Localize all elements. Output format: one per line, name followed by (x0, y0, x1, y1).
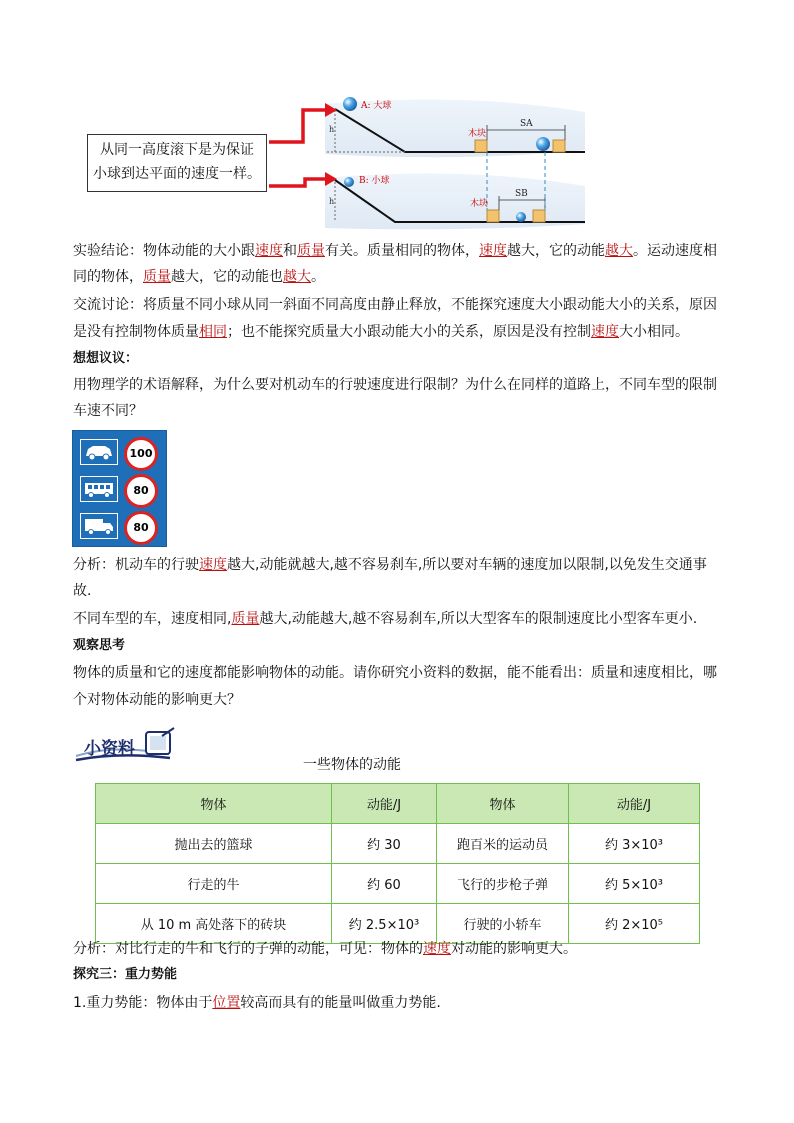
cell: 抛出去的篮球 (96, 824, 332, 864)
limit-bus: 80 (124, 474, 158, 508)
question-2-line-2: 个对物体动能的影响更大？ (73, 692, 241, 708)
callout-line-1: 从同一高度滚下是为保证 (100, 142, 254, 158)
ball-b (344, 177, 354, 187)
arrow-b (269, 179, 325, 186)
truck-icon (80, 513, 118, 539)
cell: 约 2.5×10³ (332, 904, 437, 944)
cell: 约 3×10³ (569, 824, 700, 864)
ball-a (343, 97, 357, 111)
header-energy-2: 动能/J (569, 784, 700, 824)
question-2-line-1: 物体的质量和它的速度都能影响物体的动能。请你研究小资料的数据，能不能看出：质量和速度相比，哪 (73, 665, 717, 681)
table-caption: 一些物体的动能 (303, 757, 401, 773)
wood-block-b (487, 210, 499, 222)
label-ball-a: A: 大球 (361, 101, 392, 111)
limit-car: 100 (124, 437, 158, 471)
table-row (96, 824, 700, 864)
sign-row-car (77, 435, 160, 468)
cell: 约 60 (332, 864, 437, 904)
analysis-2: 不同车型的车，速度相同,质量越大,动能越大,越不容易刹车,所以大型客车的限制速度比小型客车更小. (73, 611, 698, 627)
limit-truck: 80 (124, 511, 158, 545)
cell: 飞行的步枪子弹 (437, 864, 569, 904)
label-block-a: 木块 (468, 129, 487, 139)
callout-line-2: 小球到达平面的速度一样。 (93, 166, 261, 182)
speed-limit-sign (72, 430, 167, 547)
definition-gravity-pe: 1.重力势能：物体由于位置较高而具有的能量叫做重力势能. (73, 995, 441, 1011)
analysis-3: 分析：对比行走的牛和飞行的子弹的动能，可见：物体的速度对动能的影响更大。 (73, 941, 577, 957)
label-height-b: h (329, 197, 335, 206)
kinetic-energy-table (95, 783, 700, 944)
question-1-line-2: 车速不同？ (73, 403, 143, 419)
info-badge (74, 726, 184, 770)
label-height-a: h (329, 125, 335, 134)
experiment-diagram (265, 92, 595, 234)
cell: 约 30 (332, 824, 437, 864)
sign-row-bus (77, 472, 160, 505)
heading-observe-think: 观察思考 (73, 638, 126, 653)
label-dist-a: SA (520, 119, 533, 129)
header-energy-1: 动能/J (332, 784, 437, 824)
question-1-line-1: 用物理学的术语解释，为什么要对机动车的行驶速度进行限制？为什么在同样的道路上，不同车型的限制 (73, 377, 717, 393)
callout-box (87, 134, 267, 192)
analysis-1-line-1: 分析：机动车的行驶速度越大,动能就越大,越不容易刹车,所以要对车辆的速度加以限制,以免发生交通事 (73, 557, 707, 573)
header-object-1: 物体 (96, 784, 332, 824)
car-icon (80, 439, 118, 465)
heading-explore-3: 探究三：重力势能 (73, 967, 178, 982)
cell: 行驶的小轿车 (437, 904, 569, 944)
wood-block-a (475, 140, 487, 152)
bus-icon (80, 476, 118, 502)
label-dist-b: SB (515, 189, 528, 199)
sign-row-truck (77, 509, 160, 542)
table-row (96, 864, 700, 904)
label-ball-b: B: 小球 (359, 176, 390, 186)
label-block-b: 木块 (470, 199, 489, 209)
cell: 约 2×10⁵ (569, 904, 700, 944)
arrow-a (269, 110, 325, 142)
discussion-line-1: 交流讨论：将质量不同小球从同一斜面不同高度由静止释放，不能探究速度大小跟动能大小的关系，原因 (73, 297, 717, 313)
cell: 跑百米的运动员 (437, 824, 569, 864)
discussion-line-2: 是没有控制物体质量相同；也不能探究质量大小跟动能大小的关系，原因是没有控制速度大小相同。 (73, 324, 689, 340)
info-badge-label: 小资料 (84, 739, 135, 759)
table-header-row (96, 784, 700, 824)
header-object-2: 物体 (437, 784, 569, 824)
conclusion-line-1: 实验结论：物体动能的大小跟速度和质量有关。质量相同的物体，速度越大，它的动能越大。运动速度相 (73, 243, 717, 259)
cell: 行走的牛 (96, 864, 332, 904)
cell: 从 10 m 高处落下的砖块 (96, 904, 332, 944)
conclusion-line-2: 同的物体，质量越大，它的动能也越大。 (73, 269, 325, 285)
cell: 约 5×10³ (569, 864, 700, 904)
analysis-1-line-2: 故. (73, 583, 92, 599)
heading-think-discuss: 想想议议： (73, 351, 139, 366)
